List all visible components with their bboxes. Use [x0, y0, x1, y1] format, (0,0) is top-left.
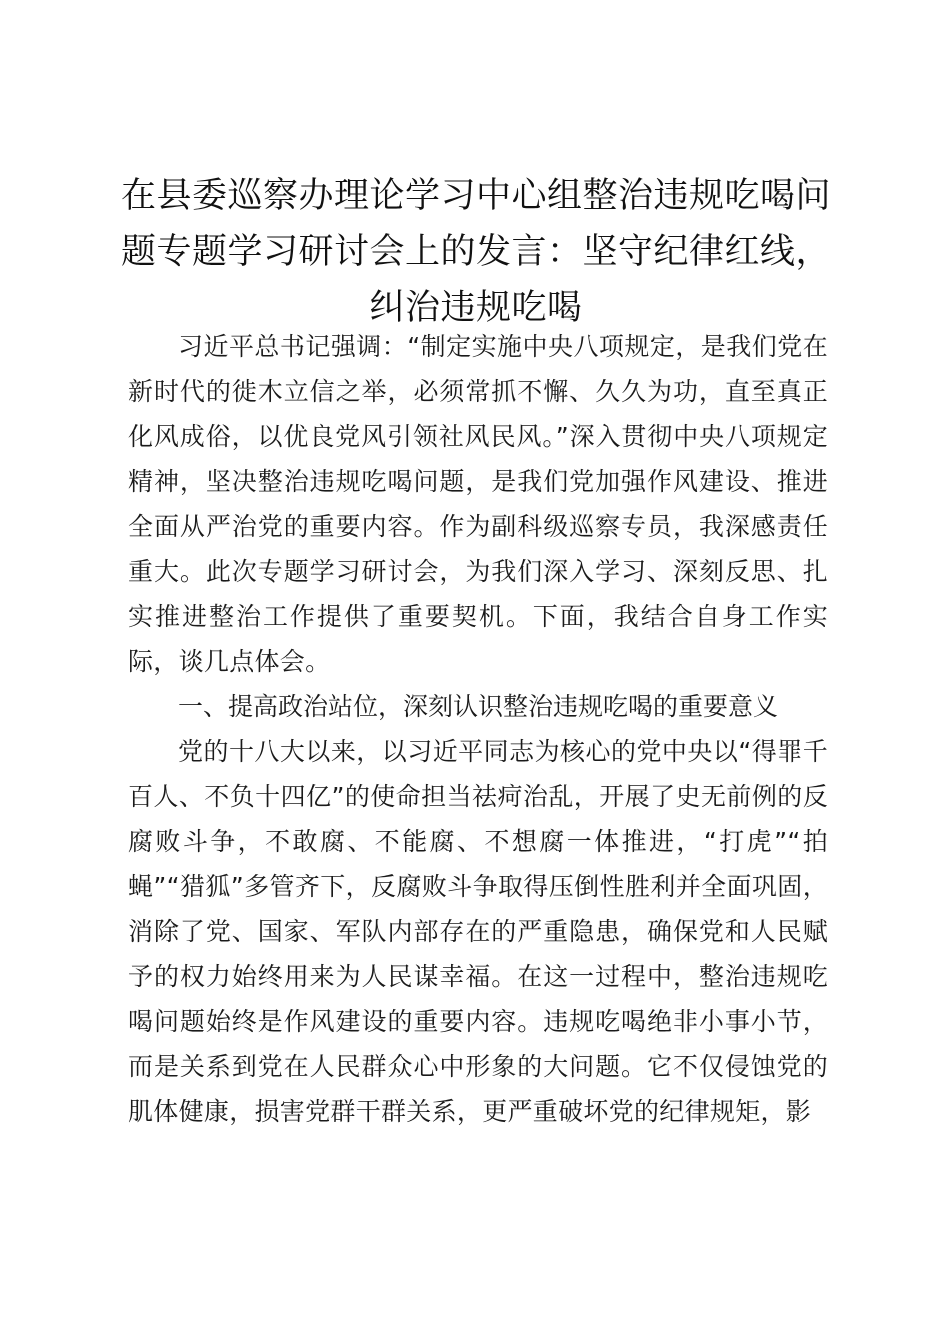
document-body	[128, 324, 828, 1134]
document-title: 在县委巡察办理论学习中心组整治违规吃喝问题专题学习研讨会上的发言：坚守纪律红线，纠治违规吃喝	[120, 176, 831, 328]
section-paragraph: 党的十八大以来，以习近平同志为核心的党中央以“得罪千百人、不负十四亿”的使命担当祛疴治乱，开展了史无前例的反腐败斗争，不敢腐、不能腐、不想腐一体推进，“打虎”“拍蝇”“猎狐”多管齐下，反腐败斗争取得压倒性胜利并全面巩固，消除了党、国家、军队内部存在的严重隐患，确保党和人民赋予的权力始终用来为人民谋幸福。在这一过程中，整治违规吃喝问题始终是作风建设的重要内容。违规吃喝绝非小事小节，而是关系到党在人民群众心中形象的大问题。它不仅侵蚀党的肌体健康，损害党群干群关系，更严重破坏党的纪律规矩，影	[128, 737, 828, 1126]
intro-paragraph: 习近平总书记强调：“制定实施中央八项规定，是我们党在新时代的徙木立信之举，必须常抓不懈、久久为功，直至真正化风成俗，以优良党风引领社风民风。”深入贯彻中央八项规定精神，坚决整治违规吃喝问题，是我们党加强作风建设、推进全面从严治党的重要内容。作为副科级巡察专员，我深感责任重大。此次专题学习研讨会，为我们深入学习、深刻反思、扎实推进整治工作提供了重要契机。下面，我结合自身工作实际，谈几点体会。	[128, 332, 828, 676]
section-heading: 一、提高政治站位，深刻认识整治违规吃喝的重要意义	[178, 692, 779, 721]
